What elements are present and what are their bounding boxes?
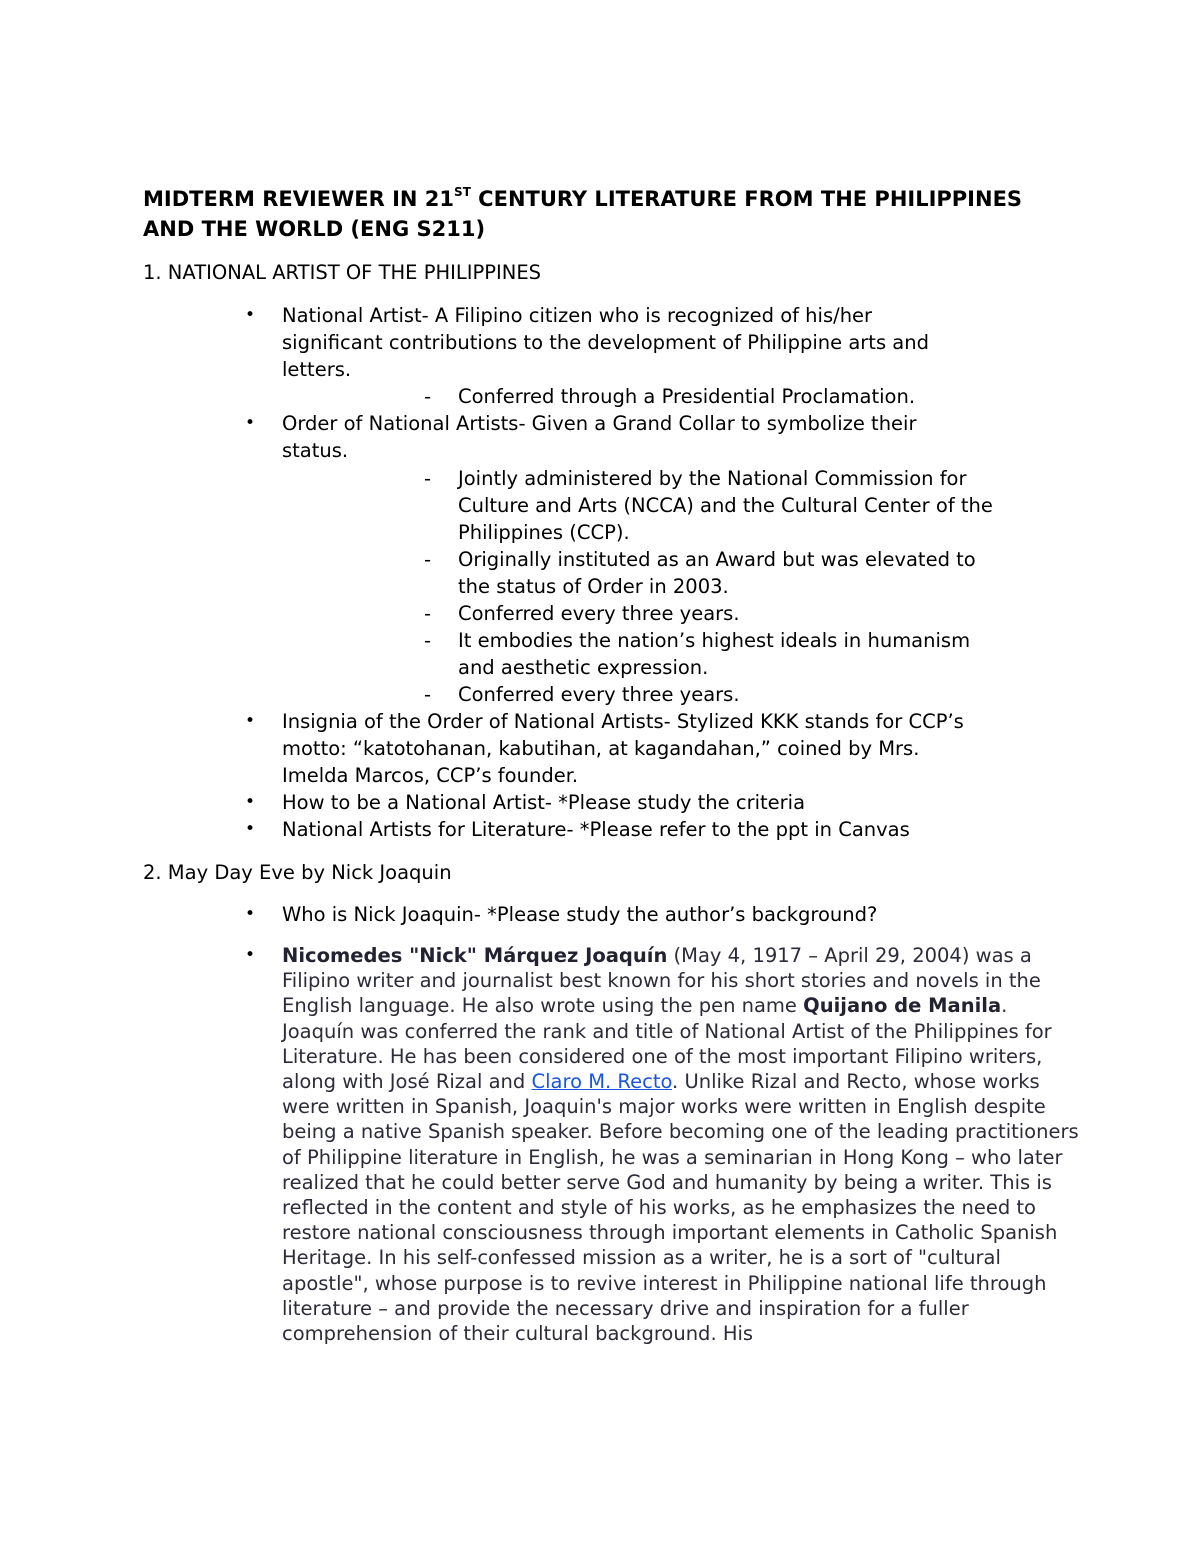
sub-item-line: Culture and Arts (NCCA) and the Cultural Center of the xyxy=(458,494,993,517)
sub-item-line: Jointly administered by the National Commission for xyxy=(458,467,967,490)
section-heading-national-artist: 1. NATIONAL ARTIST OF THE PHILIPPINES xyxy=(143,261,542,284)
bullet-icon: • xyxy=(245,945,256,965)
dash-marker: - xyxy=(424,548,432,571)
sub-item-line: Philippines (CCP). xyxy=(458,521,630,544)
sub-item-line: the status of Order in 2003. xyxy=(458,575,729,598)
list-item-line: letters. xyxy=(282,358,352,381)
list-item-line: motto: “katotohanan, kabutihan, at kagandahan,” coined by Mrs. xyxy=(282,737,920,760)
bullet-icon: • xyxy=(245,305,256,325)
list-item-line: Imelda Marcos, CCP’s founder. xyxy=(282,764,579,787)
dash-marker: - xyxy=(424,467,432,490)
bullet-icon: • xyxy=(245,819,256,839)
title-text: MIDTERM REVIEWER IN 21 xyxy=(143,187,455,211)
claro-recto-link[interactable]: Claro M. Recto xyxy=(531,1070,673,1094)
author-bio-paragraph xyxy=(282,943,1082,1346)
bullet-icon: • xyxy=(245,413,256,433)
bullet-icon: • xyxy=(245,792,256,812)
list-item-line: significant contributions to the development of Philippine arts and xyxy=(282,331,929,354)
list-item-line: National Artist- A Filipino citizen who is recognized of his/her xyxy=(282,304,873,327)
bio-text: (May 4, 1917 – April 29, 2004) was a Filipino writer and journalist best known for his short stories and novels in the English language. He also wrote using the pen name xyxy=(282,944,1041,1018)
sub-item-line: Conferred every three years. xyxy=(458,602,740,625)
dash-marker: - xyxy=(424,602,432,625)
dash-marker: - xyxy=(424,683,432,706)
list-item-line: status. xyxy=(282,439,349,462)
list-item-line: Order of National Artists- Given a Grand Collar to symbolize their xyxy=(282,412,917,435)
dash-marker: - xyxy=(424,385,432,408)
sub-item-line: and aesthetic expression. xyxy=(458,656,709,679)
section-heading-may-day-eve: 2. May Day Eve by Nick Joaquin xyxy=(143,861,452,884)
bio-text: . Unlike Rizal and Recto, whose works were written in Spanish, Joaquin's major works were written in English despite being a native Spanish speaker. Before becoming one of the leading practitioners of Philippine literature in English, he was a seminarian in Hong Kong – who later realized that he could better serve God and humanity by being a writer. This is reflected in the content and style of his works, as he emphasizes the need to restore national consciousness through important elements in Catholic Spanish Heritage. In his self-confessed mission as a writer, he is a sort of "cultural apostle", whose purpose is to revive interest in Philippine national life through literature – and provide the necessary drive and inspiration for a fuller comprehension of their cultural background. His xyxy=(282,1070,1079,1346)
list-item-line: How to be a National Artist- *Please study the criteria xyxy=(282,791,806,814)
pen-name: Quijano de Manila xyxy=(803,994,1002,1018)
list-item-line: Who is Nick Joaquin- *Please study the author’s background? xyxy=(282,903,878,926)
title-text-continued: CENTURY LITERATURE FROM THE PHILIPPINES AND THE WORLD (ENG S211) xyxy=(143,187,1023,241)
bullet-icon: • xyxy=(245,904,256,924)
sub-item-line: Conferred through a Presidential Proclamation. xyxy=(458,385,916,408)
sub-item-line: Conferred every three years. xyxy=(458,683,740,706)
author-name: Nicomedes "Nick" Márquez Joaquín xyxy=(282,944,668,967)
dash-marker: - xyxy=(424,629,432,652)
bio-text: . Joaquín was conferred the rank and title of National Artist of the Philippines for Literature. He has been considered one of the most important Filipino writers, along with José Rizal and xyxy=(282,994,1052,1094)
bullet-icon: • xyxy=(245,711,256,731)
sub-item-line: Originally instituted as an Award but was elevated to xyxy=(458,548,976,571)
page-title xyxy=(143,184,1073,244)
sub-item-line: It embodies the nation’s highest ideals in humanism xyxy=(458,629,971,652)
title-superscript: ST xyxy=(454,185,471,199)
list-item-line: Insignia of the Order of National Artists- Stylized KKK stands for CCP’s xyxy=(282,710,964,733)
list-item-line: National Artists for Literature- *Please refer to the ppt in Canvas xyxy=(282,818,910,841)
